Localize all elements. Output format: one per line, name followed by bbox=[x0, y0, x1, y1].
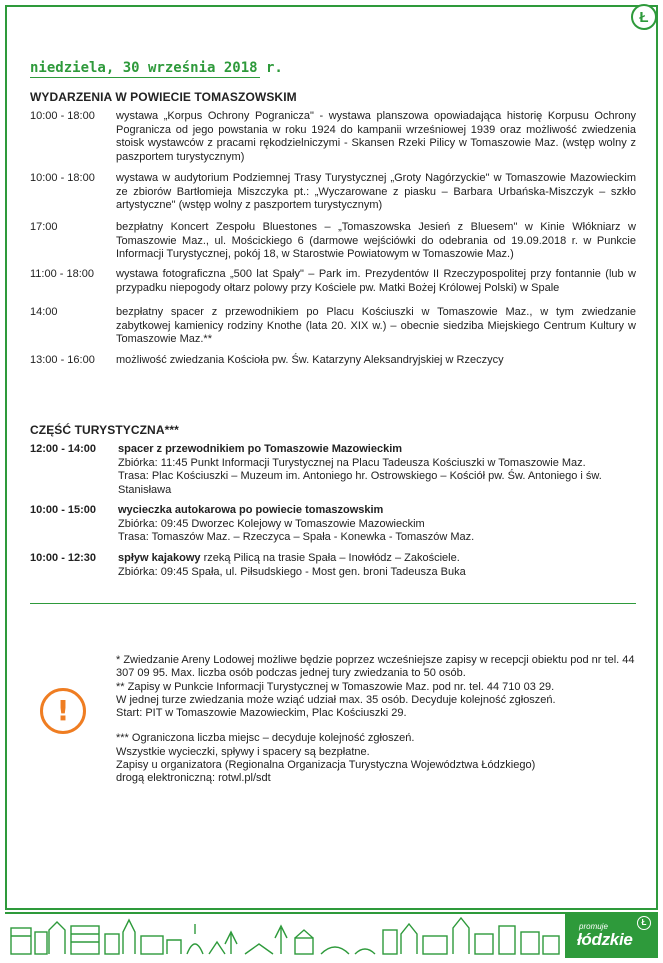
note-text: Wszystkie wycieczki, spływy i spacery są bezpłatne. bbox=[116, 745, 370, 758]
event-time: 14:00 bbox=[30, 306, 58, 318]
event-description: możliwość zwiedzania Kościoła pw. Św. Katarzyny Aleksandryjskiej w Rzeczycy bbox=[116, 354, 504, 366]
tour-item bbox=[30, 504, 636, 545]
date-underline bbox=[30, 77, 260, 78]
event-item bbox=[30, 110, 636, 164]
tour-item bbox=[30, 443, 636, 497]
skyline-illustration bbox=[5, 912, 565, 958]
region-logo-icon: Ł bbox=[631, 4, 657, 30]
tour-time: 12:00 - 14:00 bbox=[30, 443, 97, 455]
tour-time: 10:00 - 15:00 bbox=[30, 504, 97, 516]
note-text: drogą elektroniczną: rotwl.pl/sdt bbox=[116, 772, 271, 785]
event-item bbox=[30, 354, 636, 368]
event-time: 13:00 - 16:00 bbox=[30, 354, 95, 366]
event-time: 11:00 - 18:00 bbox=[30, 268, 95, 280]
note-text: W jednej turze zwiedzania może wziąć udział max. 35 osób. Decyduje kolejność zgłoszeń. bbox=[116, 693, 556, 706]
notes-block bbox=[116, 654, 636, 786]
tour-detail: Zbiórka: 09:45 Dworzec Kolejowy w Tomaszowie Mazowieckim bbox=[118, 517, 425, 530]
event-description: wystawa w audytorium Podziemnej Trasy Turystycznej „Groty Nagórzyckie" w Tomaszowie Mazowieckim ze zbiorów Bartłomieja Miszczyka pt.: „Wyczarowane z piasku – Barbara Urbańska-Miszczyk – szkło artystyczne" (wstęp wolny z paszportem turystycznym) bbox=[116, 172, 636, 212]
section-heading-events: WYDARZENIA W POWIECIE TOMASZOWSKIM bbox=[30, 90, 297, 104]
brand-badge bbox=[565, 912, 658, 958]
tour-detail: Trasa: Tomaszów Maz. – Rzeczyca – Spała - Konewka - Tomaszów Maz. bbox=[118, 531, 475, 544]
section-heading-tourism: CZĘŚĆ TURYSTYCZNA*** bbox=[30, 423, 179, 437]
note-text: * Zwiedzanie Areny Lodowej możliwe będzie poprzez wcześniejsze zapisy w recepcji obiektu pod nr tel. 44 307 09 95. Max. liczba osób podczas jednej tury zwiedzania to 50 osób. bbox=[116, 654, 635, 680]
event-item bbox=[30, 268, 636, 295]
note-text: Start: PIT w Tomaszowie Mazowieckim, Plac Kościuszki 29. bbox=[116, 707, 407, 720]
tour-detail: Trasa: Plac Kościuszki – Muzeum im. Antoniego hr. Ostrowskiego – Kościół pw. Św. Antoniego i św. Stanisława bbox=[118, 470, 602, 496]
brand-name: łódzkie bbox=[577, 930, 633, 949]
brand-tagline: promuje bbox=[579, 922, 608, 931]
tour-detail: Zbiórka: 09:45 Spała, ul. Piłsudskiego - Most gen. broni Tadeusza Buka bbox=[118, 565, 466, 578]
event-date: niedziela, 30 września 2018 r. bbox=[30, 60, 283, 76]
event-description: bezpłatny Koncert Zespołu Bluestones – „Tomaszowska Jesień z Bluesem" w Kinie Włókniarz w Tomaszowie Maz., ul. Mościckiego 6 (darmowe wejściówki do odebrania od 19.09.2018 r. w Punkcie Informacji Turystycznej, pokój 18, w Starostwie Powiatowym w Tomaszowie Maz.) bbox=[116, 221, 636, 261]
tour-time: 10:00 - 12:30 bbox=[30, 552, 97, 564]
note-text: ** Zapisy w Punkcie Informacji Turystycznej w Tomaszowie Maz. pod nr. tel. 44 710 03 29. bbox=[116, 680, 555, 693]
section-divider bbox=[30, 603, 636, 604]
tour-title: wycieczka autokarowa po powiecie tomaszowskim bbox=[118, 504, 384, 516]
tour-title: spacer z przewodnikiem po Tomaszowie Mazowieckim bbox=[118, 443, 403, 455]
brand-logo-icon: Ł bbox=[637, 916, 651, 930]
event-time: 10:00 - 18:00 bbox=[30, 110, 95, 122]
event-item bbox=[30, 221, 636, 262]
warning-icon: ! bbox=[40, 688, 86, 734]
note-text: Zapisy u organizatora (Regionalna Organizacja Turystyczna Województwa Łódzkiego) bbox=[116, 759, 536, 772]
skyline-icon bbox=[5, 914, 565, 958]
event-item bbox=[30, 306, 636, 347]
event-description: wystawa „Korpus Ochrony Pogranicza" - wystawa planszowa opowiadająca historię Korpusu Ochrony Pogranicza od jego powstania w roku 1924 do kampanii wrześniowej 1939 oraz możliwość zwiedzenia stoisk wystawców z pracami rękodzielniczymi - Skansen Rzeki Pilicy w Tomaszowie Maz. (wstęp wolny z paszportem turystycznym) bbox=[116, 110, 636, 163]
footer bbox=[5, 912, 658, 958]
event-time: 17:00 bbox=[30, 221, 58, 233]
tour-title: spływ kajakowy bbox=[118, 552, 201, 564]
tour-detail: Zbiórka: 11:45 Punkt Informacji Turystycznej na Placu Tadeusza Kościuszki w Tomaszowie Maz. bbox=[118, 456, 586, 469]
event-time: 10:00 - 18:00 bbox=[30, 172, 95, 184]
note-text: *** Ograniczona liczba miejsc – decyduje kolejność zgłoszeń. bbox=[116, 732, 415, 745]
tour-item bbox=[30, 552, 636, 579]
event-description: wystawa fotograficzna „500 lat Spały" – Park im. Prezydentów II Rzeczypospolitej przy fontannie (lub w przypadku niepogody ołtarz polowy przy Kościele pw. Matki Bożej Królowej Polski) w Spale bbox=[116, 268, 636, 294]
tour-route: rzeką Pilicą na trasie Spała – Inowłódz – Zakościele. bbox=[200, 552, 460, 564]
event-item bbox=[30, 172, 636, 213]
event-description: bezpłatny spacer z przewodnikiem po Placu Kościuszki w Tomaszowie Maz., w tym zwiedzanie zabytkowej kamienicy rodziny Knothe (lata 20. XIX w.) – obecnie siedziba Miejskiego Centrum Kultury w Tomaszowie Maz.** bbox=[116, 306, 636, 346]
